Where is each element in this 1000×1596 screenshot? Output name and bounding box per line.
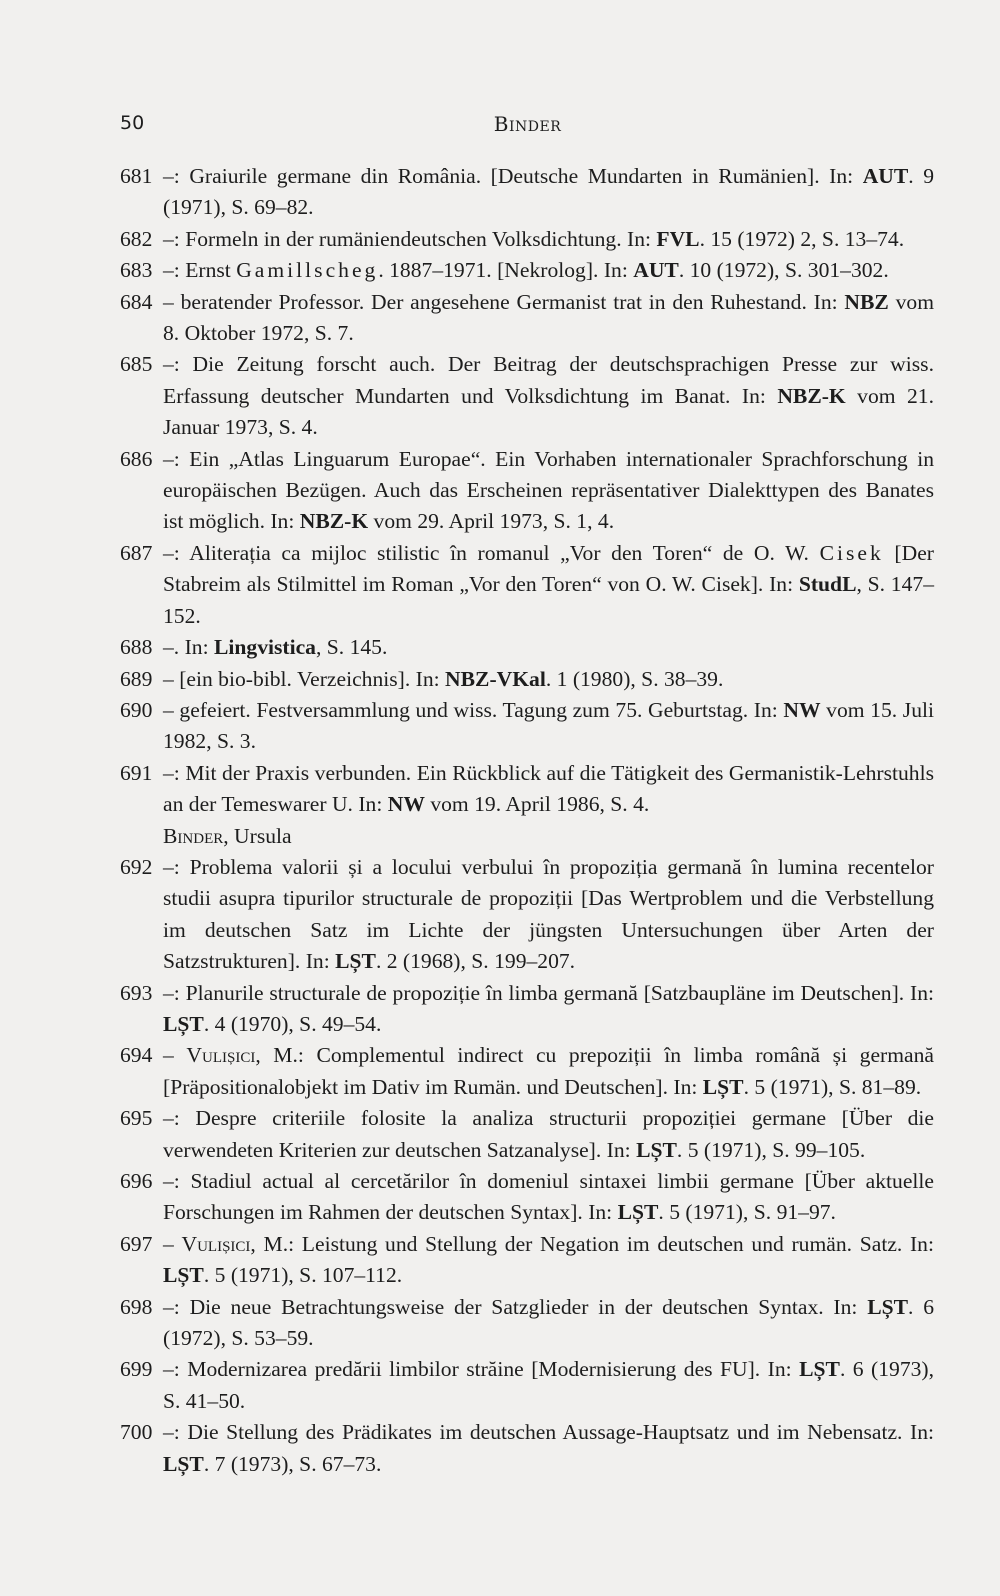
bibliography-entry <box>120 978 934 1041</box>
entry-text: . 6 (1973), S. 41–50. <box>163 1357 934 1413</box>
entry-text: . 1 (1980), S. 38–39. <box>545 666 724 691</box>
journal-abbreviation: NW <box>783 697 821 722</box>
bibliography-entry <box>120 444 934 538</box>
entry-text: – <box>163 1231 182 1256</box>
entry-text: vom 19. April 1986, S. 4. <box>424 792 650 817</box>
entry-text: –: Planurile structurale de propoziție în limba germană [Satzbaupläne im Deutschen]. In: <box>163 980 934 1005</box>
bibliography-entry <box>120 664 934 695</box>
journal-abbreviation: LȘT <box>163 1011 204 1036</box>
entry-text: –: Die Stellung des Prädikates im deutschen Aussage-Hauptsatz und im Nebensatz. In: <box>163 1420 934 1445</box>
entry-text: –: Aliterația ca mijloc stilistic în romanul „Vor den Toren“ de O. W. <box>163 540 820 565</box>
journal-abbreviation: StudL <box>798 572 857 597</box>
journal-abbreviation: NBZ-K <box>299 509 369 534</box>
bibliography-entry <box>120 1040 934 1103</box>
entry-text: – [ein bio-bibl. Verzeichnis]. In: <box>163 666 446 691</box>
bibliography-entry <box>120 632 934 663</box>
spaced-name: Gamillscheg <box>236 258 379 283</box>
entry-number: 681 <box>120 164 153 188</box>
entry-text: , Ursula <box>223 823 292 848</box>
entry-number: 694 <box>120 1043 153 1068</box>
journal-abbreviation: LȘT <box>163 1263 204 1288</box>
entry-text: –: Despre criteriile folosite la analiza structurii propoziției germane [Über die verwendeten Kriterien zur deutschen Satzanalyse]. In: <box>163 1106 934 1162</box>
entry-number: 689 <box>120 666 153 691</box>
journal-abbreviation: LȘT <box>799 1357 840 1382</box>
journal-abbreviation: AUT <box>633 258 679 283</box>
entry-text: , S. 147–152. <box>163 572 934 628</box>
journal-abbreviation: LȘT <box>702 1074 744 1099</box>
page-header <box>120 112 935 144</box>
entry-text: . 9 (1971), S. 69–82. <box>163 164 935 220</box>
entry-text: . 15 (1972) 2, S. 13–74. <box>699 226 905 251</box>
author-name: Vulișici <box>186 1043 256 1068</box>
entry-text: –: Die neue Betrachtungsweise der Satzglieder in der deutschen Syntax. In: <box>163 1294 868 1319</box>
entry-number: 695 <box>120 1106 153 1131</box>
entry-text: – beratender Professor. Der angesehene Germanist trat in den Ruhestand. In: <box>163 289 845 314</box>
bibliography-entry <box>120 161 934 224</box>
bibliography-entry <box>120 287 934 350</box>
entry-text: –: Modernizarea predării limbilor străine [Modernisierung des FU]. In: <box>163 1357 800 1382</box>
journal-abbreviation: NBZ-VKal <box>445 666 546 691</box>
entry-number: 697 <box>120 1231 153 1256</box>
journal-abbreviation: NBZ <box>844 289 889 314</box>
entry-text: vom 29. April 1973, S. 1, 4. <box>368 509 615 534</box>
running-head: Binder <box>493 112 562 136</box>
journal-abbreviation: LȘT <box>867 1294 909 1319</box>
entry-number: 700 <box>120 1420 153 1445</box>
entry-text: . 5 (1971), S. 81–89. <box>743 1074 922 1099</box>
bibliography-entry <box>120 1292 934 1355</box>
entry-text: . 7 (1973), S. 67–73. <box>203 1451 382 1476</box>
entry-text: –: Die Zeitung forscht auch. Der Beitrag der deutschsprachigen Presse zur wiss. Erfassung deutscher Mundarten und Volksdichtung im Banat. In: <box>163 352 934 408</box>
entry-text: –: Graiurile germane din România. [Deutsche Mundarten in Rumänien]. In: <box>163 164 863 188</box>
entry-text: . 6 (1972), S. 53–59. <box>163 1294 934 1351</box>
bibliography-entry <box>120 852 934 978</box>
entry-number: 683 <box>120 258 153 283</box>
entry-text: –: Formeln in der rumäniendeutschen Volksdichtung. In: <box>163 226 657 251</box>
bibliography-entry <box>120 1166 934 1229</box>
entry-text: . 5 (1971), S. 91–97. <box>658 1200 836 1225</box>
entry-number: 685 <box>120 352 153 377</box>
bibliography-entry <box>120 695 934 758</box>
journal-abbreviation: LȘT <box>163 1451 204 1476</box>
entry-text: . 4 (1970), S. 49–54. <box>203 1011 382 1036</box>
entry-number: 690 <box>120 697 153 722</box>
entry-text: –. In: <box>163 635 214 660</box>
entry-text: . 5 (1971), S. 107–112. <box>203 1263 403 1288</box>
author-name: Vulișici <box>181 1231 251 1256</box>
page-number: 50 <box>120 112 145 134</box>
entry-text: vom 8. Oktober 1972, S. 7. <box>163 289 934 346</box>
entry-text: vom 15. Juli 1982, S. 3. <box>163 697 934 754</box>
journal-abbreviation: NBZ-K <box>777 383 846 408</box>
entry-number: 693 <box>120 980 153 1005</box>
journal-abbreviation: LȘT <box>636 1137 677 1162</box>
journal-abbreviation: Lingvistica <box>213 635 316 660</box>
bibliography-entry <box>120 224 934 255</box>
entry-text: – <box>163 1043 187 1068</box>
bibliography-entry <box>120 255 934 286</box>
entry-text: , S. 145. <box>315 635 388 660</box>
entry-text: . 1887–1971. [Nekrolog]. In: <box>378 258 634 283</box>
entry-text: – gefeiert. Festversammlung und wiss. Tagung zum 75. Geburtstag. In: <box>163 697 784 722</box>
bibliography-entry <box>120 1354 934 1417</box>
journal-abbreviation: LȘT <box>335 949 376 974</box>
entry-number: 687 <box>120 540 153 565</box>
bibliography-entry <box>120 1229 934 1292</box>
entry-text: [Der Stabreim als Stilmittel im Roman „Vor den Toren“ von O. W. Cisek]. In: <box>163 540 934 597</box>
entry-text: –: Mit der Praxis verbunden. Ein Rückblick auf die Tätigkeit des Germanistik-Lehrstuhls an der Temeswarer U. In: <box>163 760 934 817</box>
entry-number: 699 <box>120 1357 153 1382</box>
entry-text: , M.: Leistung und Stellung der Negation im deutschen und rumän. Satz. In: <box>250 1231 934 1256</box>
bibliography-entry <box>120 1103 934 1166</box>
bibliography-entry <box>120 349 934 443</box>
spaced-name: Cisek <box>819 540 884 565</box>
entry-number: 692 <box>120 854 153 879</box>
entry-number: 691 <box>120 760 153 785</box>
entry-number: 686 <box>120 446 153 471</box>
journal-abbreviation: LȘT <box>617 1200 659 1225</box>
entry-number: 688 <box>120 635 153 660</box>
entry-text: . 10 (1972), S. 301–302. <box>678 258 889 283</box>
bibliography-list <box>120 161 934 1480</box>
entry-text: . 5 (1971), S. 99–105. <box>676 1137 866 1162</box>
entry-text: , M.: Complementul indirect cu prepoziții în limba română și germană [Präpositionalobjekt im Dativ im Rumän. und Deutschen]. In: <box>163 1043 935 1099</box>
entry-text: –: Stadiul actual al cercetărilor în domeniul sintaxei limbii germane [Über aktuelle Forschungen im Rahmen der deutschen Syntax]. In: <box>163 1169 934 1225</box>
journal-abbreviation: FVL <box>656 226 700 251</box>
entry-text: –: Ernst <box>163 258 237 283</box>
author-heading <box>120 821 934 852</box>
journal-abbreviation: AUT <box>862 164 909 188</box>
bibliography-entry <box>120 538 934 632</box>
entry-number: 696 <box>120 1169 153 1193</box>
entry-text: –: Ein „Atlas Linguarum Europae“. Ein Vorhaben internationaler Sprachforschung in europäischen Bezügen. Auch das Erscheinen repräsentativer Dialekttypen des Banates ist möglich. In: <box>163 446 934 534</box>
journal-abbreviation: NW <box>387 792 425 817</box>
author-name: Binder <box>163 823 224 848</box>
entry-text: –: Problema valorii și a locului verbului în propoziția germană în lumina recentelor studii asupra tipurilor structurale de propoziții [Das Wertproblem und die Verbstellung im deutschen Satz im Lichte der jüngsten Untersuchungen über Arten der Satzstrukturen]. In: <box>163 854 934 974</box>
entry-number: 682 <box>120 226 153 251</box>
entry-number: 684 <box>120 289 153 314</box>
bibliography-entry <box>120 758 934 821</box>
bibliography-entry <box>120 1417 934 1480</box>
entry-text: . 2 (1968), S. 199–207. <box>375 949 576 974</box>
entry-number: 698 <box>120 1294 153 1319</box>
entry-text: vom 21. Januar 1973, S. 4. <box>163 383 934 440</box>
